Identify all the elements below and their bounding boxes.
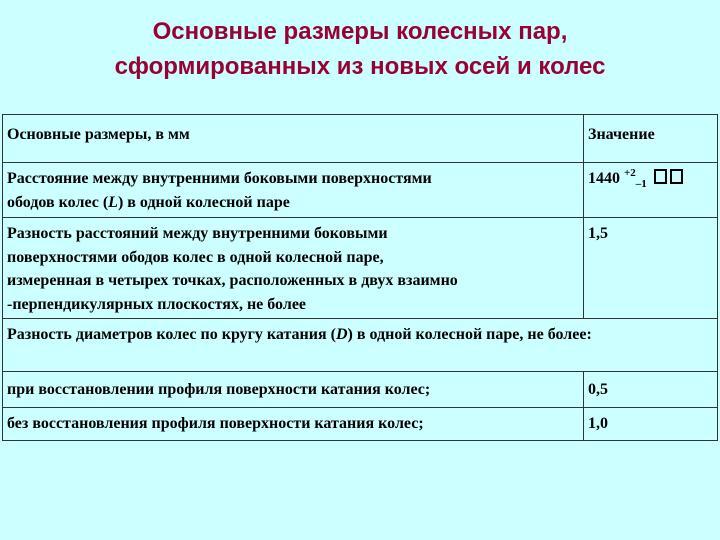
param-cell bbox=[3, 218, 584, 319]
table-header-row bbox=[3, 115, 718, 163]
param-text: поверхностями ободов колес в одной колесной паре, bbox=[7, 248, 384, 266]
value-cell: 1,5 bbox=[584, 218, 718, 319]
table-row bbox=[3, 163, 718, 218]
missing-glyph-icon bbox=[654, 169, 667, 184]
section-cell bbox=[3, 319, 718, 372]
value-cell bbox=[584, 163, 718, 218]
symbol-l: L bbox=[108, 193, 118, 211]
title-line-1: Основные размеры колесных пар, bbox=[152, 18, 568, 45]
header-param-cell: Основные размеры, в мм bbox=[3, 115, 584, 163]
param-text: ) в одной колесной паре bbox=[117, 193, 290, 211]
param-text: Разность расстояний между внутренними боковыми bbox=[7, 225, 388, 242]
param-cell: при восстановлении профиля поверхности катания колес; bbox=[3, 372, 584, 408]
table-row bbox=[3, 218, 718, 319]
header-value-cell: Значение bbox=[584, 115, 718, 163]
param-text: ободов колес ( bbox=[7, 193, 109, 211]
tolerance-lower: –1 bbox=[635, 178, 647, 190]
table-row bbox=[3, 372, 718, 408]
value-cell: 0,5 bbox=[584, 372, 718, 408]
section-text: Разность диаметров колес по кругу катания ( bbox=[7, 326, 336, 343]
param-cell: без восстановления профиля поверхности катания колес; bbox=[3, 408, 584, 441]
section-text: ) в одной колесной паре, не более: bbox=[347, 326, 592, 343]
dimensions-table bbox=[2, 114, 718, 441]
param-cell bbox=[3, 163, 584, 218]
value-cell: 1,0 bbox=[584, 408, 718, 441]
title-line-2: сформированных из новых осей и колес bbox=[114, 53, 606, 80]
param-text: -перпендикулярных плоскостях, не более bbox=[7, 295, 307, 313]
missing-glyph-icon bbox=[670, 169, 683, 184]
value-base: 1440 bbox=[588, 170, 624, 187]
slide-title bbox=[0, 14, 720, 84]
param-text: Расстояние между внутренними боковыми поверхностями bbox=[7, 170, 432, 187]
param-text: измеренная в четырех точках, расположенных в двух взаимно bbox=[7, 272, 458, 289]
table-row bbox=[3, 319, 718, 372]
table-row bbox=[3, 408, 718, 441]
tolerance-upper: +2 bbox=[624, 167, 636, 179]
symbol-d: D bbox=[335, 326, 348, 343]
